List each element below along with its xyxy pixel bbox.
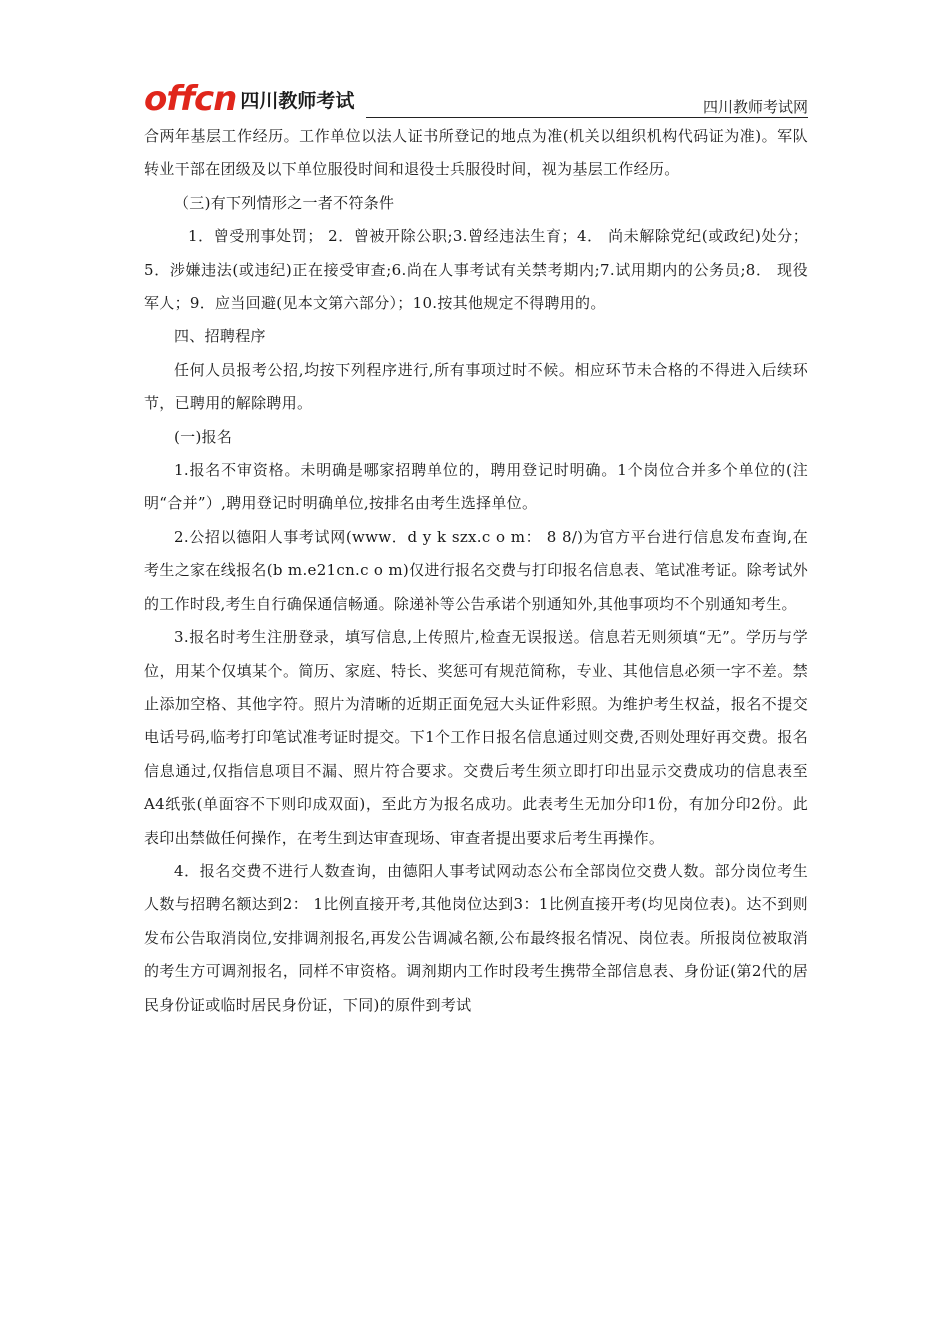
header-site-name: 四川教师考试网 <box>702 98 808 116</box>
page-header <box>144 76 808 120</box>
offcn-logo <box>144 76 355 119</box>
section-heading-4: 四、招聘程序 <box>174 327 266 346</box>
subsection-heading-registration: (一)报名 <box>174 427 233 446</box>
paragraph-exclusions: 1．曾受刑事处罚； 2．曾被开除公职;3.曾经违法生育；4． 尚未解除党纪(或政纪)处分；5．涉嫌违法(或违纪)正在接受审查;6.尚在人事考试有关禁考期内;7.试用期内的公务员;8． 现役军人；9．应当回避(见本文第六部分）；10.按其他规定不得聘用的。 <box>144 227 808 313</box>
paragraph-item-4: 4．报名交费不进行人数查询，由德阳人事考试网动态公布全部岗位交费人数。部分岗位考生人数与招聘名额达到2： 1比例直接开考,其他岗位达到3：1比例直接开考(均见岗位表)。达不到则发布公告取消岗位,安排调剂报名,再发公告调减名额,公布最终报名情况、岗位表。所报岗位被取消的考生方可调剂报名，同样不审资格。调剂期内工作时段考生携带全部信息表、身份证(第2代的居民身份证或临时居民身份证，下同)的原件到考试 <box>144 861 808 1014</box>
paragraph-item-3: 3.报名时考生注册登录，填写信息,上传照片,检查无误报送。信息若无则须填“无”。学历与学位，用某个仅填某个。简历、家庭、特长、奖惩可有规范简称，专业、其他信息必须一字不差。禁止添加空格、其他字符。照片为清晰的近期正面免冠大头证件彩照。为维护考生权益，报名不提交电话号码,临考打印笔试准考证时提交。下1个工作日报名信息通过则交费,否则处理好再交费。报名信息通过,仅指信息项目不漏、照片符合要求。交费后考生须立即打印出显示交费成功的信息表至A4纸张(单面容不下则印成双面)，至此方为报名成功。此表考生无加分印1份，有加分印2份。此表印出禁做任何操作，在考生到达审查现场、审查者提出要求后考生再操作。 <box>144 628 808 847</box>
logo-wordmark: offcn <box>144 79 237 119</box>
paragraph-item-2: 2.公招以德阳人事考试网(www．d y k szx.c o m： 8 8/)为官方平台进行信息发布查询,在考生之家在线报名(b m.e21cn.c o m)仅进行报名交费与打印报名信息表、笔试准考证。除考试外的工作时段,考生自行确保通信畅通。除递补等公告承诺个别通知外,其他事项均不个别通知考生。 <box>144 527 808 613</box>
document-body <box>144 120 808 1022</box>
logo-subtitle: 四川教师考试 <box>240 90 355 112</box>
paragraph-item-1: 1.报名不审资格。未明确是哪家招聘单位的，聘用登记时明确。1个岗位合并多个单位的(注明“合并”）,聘用登记时明确单位,按排名由考生选择单位。 <box>144 461 808 513</box>
paragraph-procedure: 任何人员报考公招,均按下列程序进行,所有事项过时不候。相应环节未合格的不得进入后续环节，已聘用的解除聘用。 <box>144 360 808 413</box>
paragraph-continued: 合两年基层工作经历。工作单位以法人证书所登记的地点为准(机关以组织机构代码证为准)。军队转业干部在团级及以下单位服役时间和退役士兵服役时间，视为基层工作经历。 <box>144 127 808 179</box>
header-rule <box>366 117 808 118</box>
section-heading-3: （三)有下列情形之一者不符条件 <box>174 193 395 212</box>
